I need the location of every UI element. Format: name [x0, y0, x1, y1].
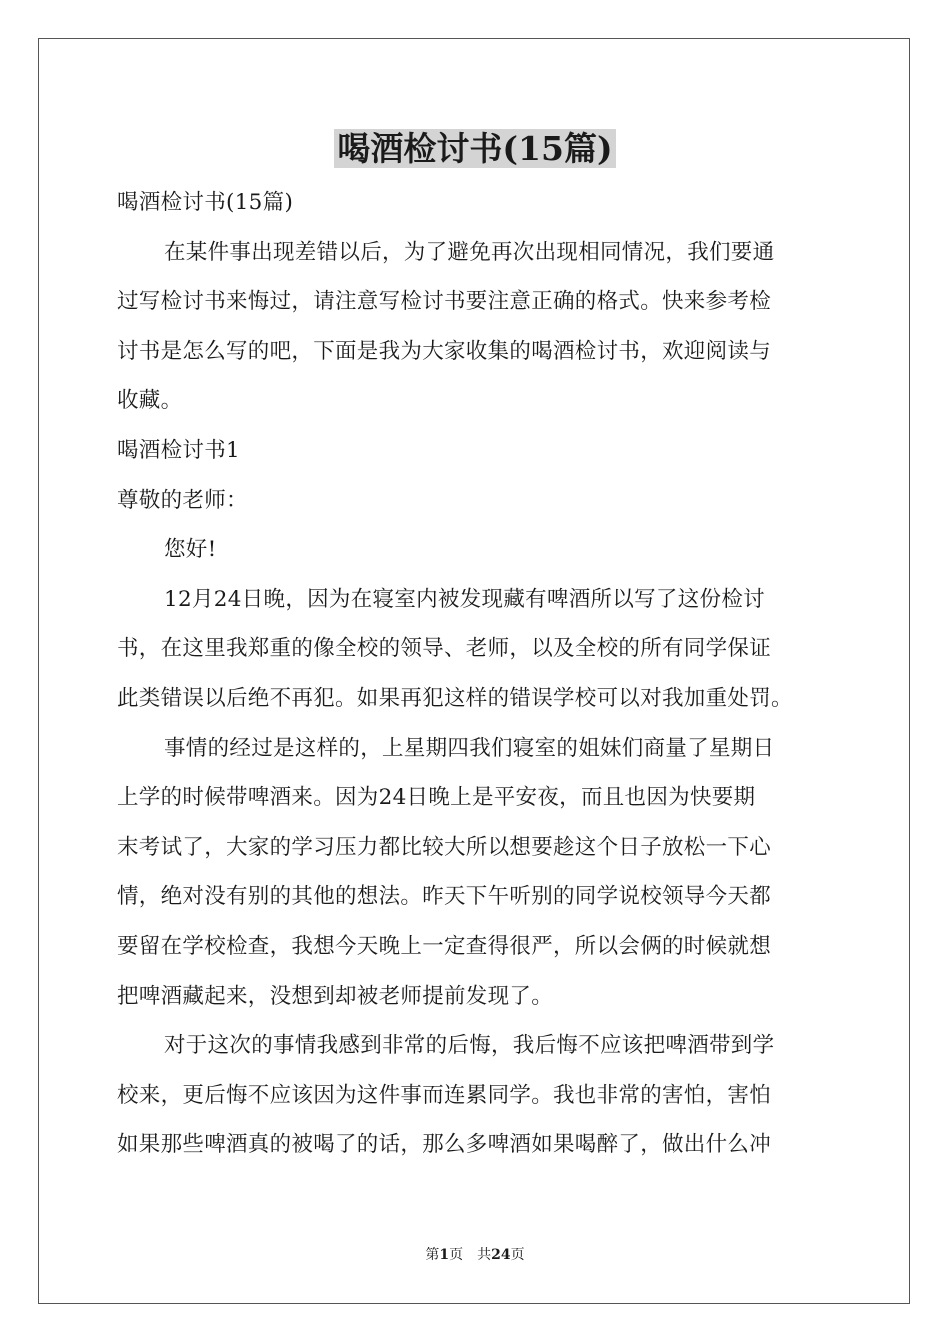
text-line: 尊敬的老师：	[117, 487, 248, 513]
text-line: 此类错误以后绝不再犯。如果再犯这样的错误学校可以对我加重处罚。	[117, 685, 793, 711]
footer-total-pages: 24	[491, 1247, 511, 1263]
text-line: 您好!	[164, 537, 217, 563]
title-highlight: 喝酒检讨书(15篇)	[334, 129, 615, 168]
text-line: 在某件事出现差错以后，为了避免再次出现相同情况，我们要通	[164, 239, 775, 265]
text-line: 讨书是怎么写的吧，下面是我为大家收集的喝酒检讨书，欢迎阅读与	[117, 338, 772, 364]
text-line: 事情的经过是这样的，上星期四我们寝室的姐妹们商量了星期日	[164, 735, 775, 761]
text-line: 末考试了，大家的学习压力都比较大所以想要趁这个日子放松一下心	[117, 834, 772, 860]
text-line: 如果那些啤酒真的被喝了的话，那么多啤酒如果喝醉了，做出什么冲	[117, 1132, 772, 1158]
text-line: 校来，更后悔不应该因为这件事而连累同学。我也非常的害怕，害怕	[117, 1082, 772, 1108]
text-line: 要留在学校检查，我想今天晚上一定查得很严，所以会俩的时候就想	[117, 933, 772, 959]
document-body	[117, 178, 833, 1170]
text-line: 喝酒检讨书1	[117, 437, 240, 463]
text-line: 对于这次的事情我感到非常的后悔，我后悔不应该把啤酒带到学	[164, 1033, 775, 1059]
text-line: 情，绝对没有别的其他的想法。昨天下午听别的同学说校领导今天都	[117, 884, 772, 910]
text-line: 过写检讨书来悔过，请注意写检讨书要注意正确的格式。快来参考检	[117, 289, 772, 315]
document-title	[0, 127, 950, 171]
page-footer	[0, 1246, 950, 1264]
text-line: 书，在这里我郑重的像全校的领导、老师，以及全校的所有同学保证	[117, 636, 772, 662]
text-line: 把啤酒藏起来，没想到却被老师提前发现了。	[117, 983, 554, 1009]
footer-prefix: 第	[425, 1247, 440, 1263]
footer-suffix: 页	[510, 1247, 525, 1263]
text-line: 收藏。	[117, 388, 183, 414]
text-line: 喝酒检讨书(15篇)	[117, 190, 294, 215]
text-line: 12月24日晚，因为在寝室内被发现藏有啤酒所以写了这份检讨	[164, 586, 765, 612]
footer-page-number: 1	[439, 1247, 450, 1263]
footer-mid: 页 共	[449, 1247, 492, 1263]
text-line: 上学的时候带啤酒来。因为24日晚上是平安夜，而且也因为快要期	[117, 785, 756, 811]
